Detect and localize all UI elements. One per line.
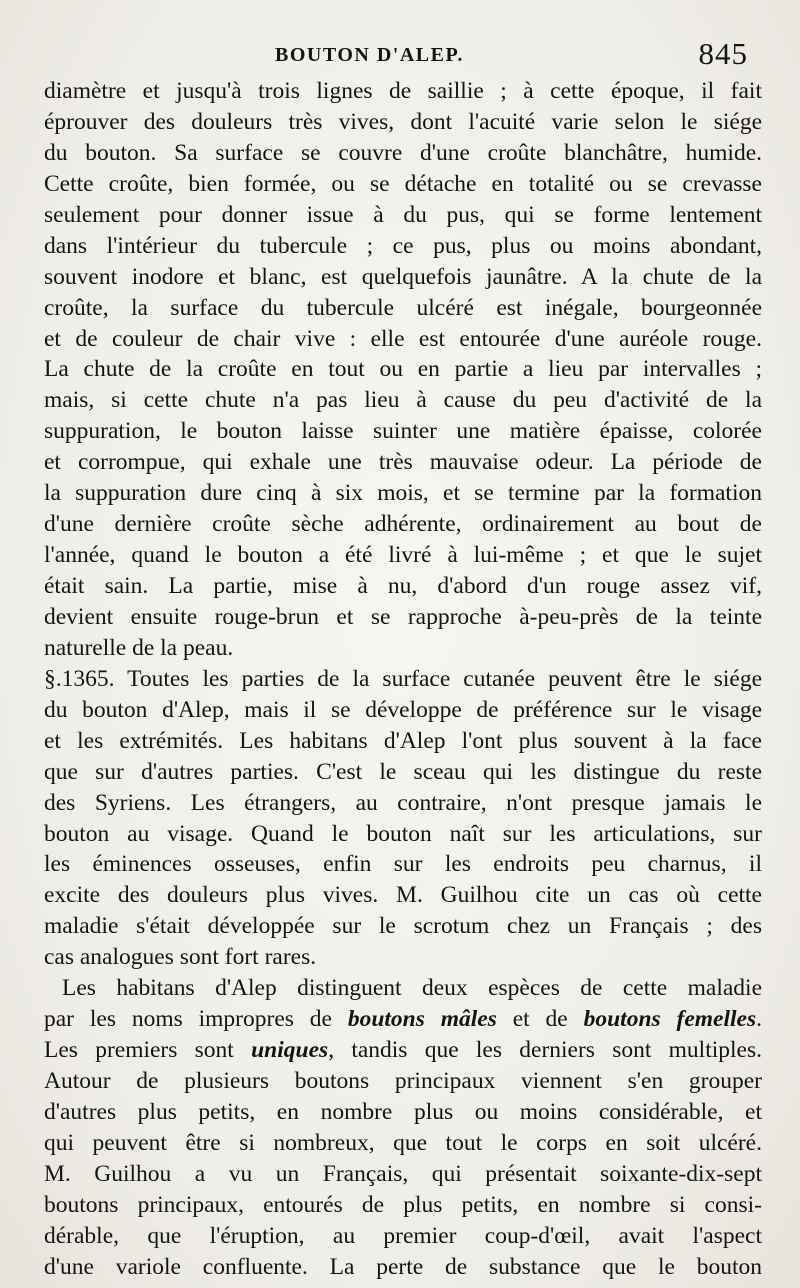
text-run: . (756, 1006, 762, 1033)
text-line: la suppuration dure cinq à six mois, et se termine par la formation (44, 480, 762, 507)
text-line: Cette croûte, bien formée, ou se détache en totalité ou se crevasse (44, 170, 762, 197)
text-line-with-italics (44, 1035, 762, 1066)
text-line: mais, si cette chute n'a pas lieu à cause du peu d'activité de la (44, 387, 762, 414)
text-line: suppuration, le bouton laisse suinter une matière épaisse, colorée (44, 418, 762, 445)
text-line: souvent inodore et blanc, est quelquefois jaunâtre. A la chute de la (44, 263, 762, 290)
text-line: qui peuvent être si nombreux, que tout le corps en soit ulcéré. (44, 1129, 762, 1156)
text-line: maladie s'était développée sur le scrotum chez un Français ; des (44, 913, 762, 940)
text-line: M. Guilhou a vu un Français, qui présentait soixante-dix-sept (44, 1160, 762, 1187)
text-line: et de couleur de chair vive : elle est entourée d'une auréole rouge. (44, 325, 762, 352)
italic-term: uniques (251, 1037, 329, 1064)
text-line: seulement pour donner issue à du pus, qui se forme lentement (44, 201, 762, 228)
text-line: Autour de plusieurs boutons principaux viennent s'en grouper (44, 1068, 762, 1094)
running-title: BOUTON D'ALEP. (275, 44, 464, 66)
text-run: Les premiers sont (44, 1037, 252, 1064)
text-line: du bouton. Sa surface se couvre d'une croûte blanchâtre, humide. (44, 139, 762, 166)
text-line-with-italics (44, 1004, 762, 1035)
text-run: et de (496, 1006, 584, 1033)
text-line: des Syriens. Les étrangers, au contraire, n'ont presque jamais le (44, 789, 762, 816)
text-line: du bouton d'Alep, mais il se développe de préférence sur le visage (44, 696, 762, 723)
text-line: d'une variole confluente. La perte de substance que le bouton (44, 1253, 762, 1280)
section-heading-line: §.1365. Toutes les parties de la surface cutanée peuvent être le siége (44, 665, 762, 692)
text-line: diamètre et jusqu'à trois lignes de saillie ; à cette époque, il fait (44, 78, 762, 104)
text-line: croûte, la surface du tubercule ulcéré est inégale, bourgeonnée (44, 294, 762, 321)
text-line: naturelle de la peau. (44, 634, 234, 661)
text-line: boutons principaux, entourés de plus petits, en nombre si consi- (44, 1191, 762, 1218)
text-line: excite des douleurs plus vives. M. Guilhou cite un cas où cette (44, 882, 762, 909)
text-line: dans l'intérieur du tubercule ; ce pus, plus ou moins abondant, (44, 232, 762, 259)
text-line: d'autres plus petits, en nombre plus ou moins considérable, et (44, 1098, 762, 1125)
text-line: et les extrémités. Les habitans d'Alep l'ont plus souvent à la face (44, 727, 762, 754)
body-text (44, 76, 762, 1283)
italic-term: boutons mâles (347, 1006, 497, 1033)
italic-term: boutons femelles (583, 1006, 757, 1033)
text-run: , tandis que les derniers sont multiples. (328, 1037, 762, 1064)
text-line: était sain. La partie, mise à nu, d'abord d'un rouge assez vif, (44, 573, 762, 599)
text-run: par les noms impropres de (44, 1006, 348, 1033)
text-line: dérable, que l'éruption, au premier coup-d'œil, avait l'aspect (44, 1222, 762, 1249)
text-line: cas analogues sont fort rares. (44, 944, 317, 971)
text-line: La chute de la croûte en tout ou en partie a lieu par intervalles ; (44, 356, 762, 383)
paragraph-first-line: Les habitans d'Alep distinguent deux espèces de cette maladie (62, 975, 762, 1002)
text-line: que sur d'autres parties. C'est le sceau qui les distingue du reste (44, 758, 762, 785)
text-line: et corrompue, qui exhale une très mauvaise odeur. La période de (44, 449, 762, 476)
text-line: les éminences osseuses, enfin sur les endroits peu charnus, il (44, 851, 762, 878)
page-number: 845 (698, 36, 748, 71)
text-line: éprouver des douleurs très vives, dont l'acuité varie selon le siége (44, 108, 762, 135)
text-line: d'une dernière croûte sèche adhérente, ordinairement au bout de (44, 511, 762, 538)
text-line: bouton au visage. Quand le bouton naît sur les articulations, sur (44, 820, 762, 847)
page-header (0, 36, 800, 76)
text-line: l'année, quand le bouton a été livré à lui-même ; et que le sujet (44, 542, 762, 569)
text-line: devient ensuite rouge-brun et se rapproche à-peu-près de la teinte (44, 603, 762, 630)
